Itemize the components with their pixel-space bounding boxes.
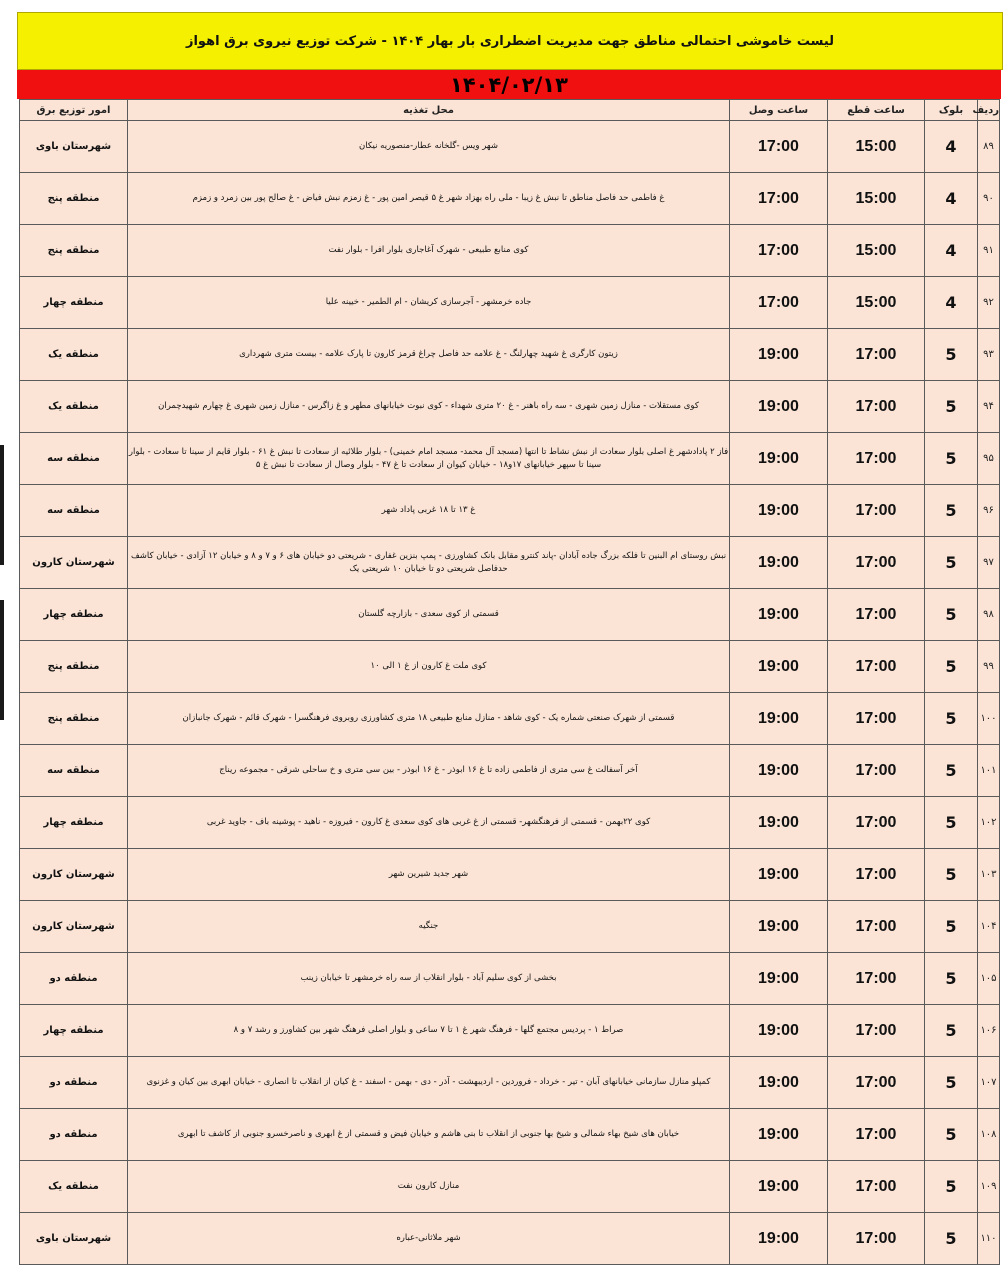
outage-table [19,99,1000,1265]
row-connect-time: 19:00 [730,797,828,849]
header-block: بلوک [925,100,978,121]
row-area: منطقه چهار [20,797,128,849]
table-row [20,277,1000,329]
row-location: بخشی از کوی سلیم آباد - بلوار انقلاب از سه راه خرمشهر تا خیابان زینب [128,953,730,1005]
date-banner [17,70,1001,99]
row-area: منطقه دو [20,953,128,1005]
row-number: ۱۰۸ [978,1109,1000,1161]
header-radif: ردیف [978,100,1000,121]
row-number: ۹۶ [978,485,1000,537]
row-location: شهر جدید شیرین شهر [128,849,730,901]
row-location: کوی منابع طبیعی - شهرک آغاجاری بلوار افرا - بلوار نفت [128,225,730,277]
table-row [20,225,1000,277]
row-location: خیابان های شیخ بهاء شمالی و شیخ بها جنوبی از انقلاب تا بنی هاشم و خیابان فیض و قسمتی از غ ابهری و ناصرخسرو جنوبی از کاشف تا ابهری [128,1109,730,1161]
row-block: 5 [925,1161,978,1213]
row-connect-time: 19:00 [730,1109,828,1161]
row-number: ۹۰ [978,173,1000,225]
row-number: ۱۰۰ [978,693,1000,745]
row-block: 4 [925,173,978,225]
row-area: منطقه یک [20,329,128,381]
row-number: ۱۰۱ [978,745,1000,797]
row-number: ۹۷ [978,537,1000,589]
row-connect-time: 19:00 [730,953,828,1005]
row-number: ۹۵ [978,433,1000,485]
row-cut-time: 17:00 [828,1109,925,1161]
row-location: کوی مستقلات - منازل زمین شهری - سه راه باهنر - غ ۲۰ متری شهداء - کوی نبوت خیابانهای مطهر و غ زاگرس - منازل زمین شهری غ چهارم شهیدچمران [128,381,730,433]
row-block: 5 [925,433,978,485]
row-block: 5 [925,1213,978,1265]
header-location: محل تغذیه [128,100,730,121]
table-row [20,1213,1000,1265]
header-cut-time: ساعت قطع [828,100,925,121]
row-area: شهرستان کارون [20,901,128,953]
table-header-row [20,100,1000,121]
row-area: شهرستان باوی [20,121,128,173]
row-location: آخر آسفالت غ سی متری از فاطمی زاده تا غ ۱۶ ابوذر - غ ۱۶ ابوذر - بین سی متری و خ ساحلی شرقی - مجموعه ریناج [128,745,730,797]
row-area: منطقه پنج [20,693,128,745]
row-connect-time: 17:00 [730,121,828,173]
table-row [20,641,1000,693]
row-number: ۱۰۵ [978,953,1000,1005]
row-connect-time: 19:00 [730,693,828,745]
row-cut-time: 15:00 [828,173,925,225]
row-block: 5 [925,901,978,953]
row-block: 4 [925,121,978,173]
row-cut-time: 17:00 [828,797,925,849]
row-cut-time: 17:00 [828,953,925,1005]
row-location: صراط ۱ - پردیس مجتمع گلها - فرهنگ شهر غ ۱ تا ۷ ساعی و بلوار اصلی فرهنگ شهر بین کشاورز و رشد ۷ و ۸ [128,1005,730,1057]
table-row [20,1161,1000,1213]
document-title: لیست خاموشی احتمالی مناطق جهت مدیریت اضطراری بار بهار ۱۴۰۴ - شرکت توزیع نیروی برق اهواز [185,33,835,49]
scrollbar-thumb[interactable] [0,445,4,565]
row-block: 5 [925,693,978,745]
row-cut-time: 17:00 [828,901,925,953]
row-cut-time: 15:00 [828,121,925,173]
row-area: منطقه سه [20,745,128,797]
row-area: منطقه پنج [20,225,128,277]
row-location: زیتون کارگری غ شهید چهارلنگ - غ علامه حد فاصل چراغ قرمز کارون تا پارک علامه - بیست متری شهرداری [128,329,730,381]
table-row [20,1109,1000,1161]
row-number: ۱۰۶ [978,1005,1000,1057]
schedule-sheet [17,10,1003,1280]
table-row [20,797,1000,849]
row-location: منازل کارون نفت [128,1161,730,1213]
row-location: کوی ملت غ کارون از غ ۱ الی ۱۰ [128,641,730,693]
row-connect-time: 17:00 [730,225,828,277]
row-block: 5 [925,745,978,797]
row-connect-time: 19:00 [730,1161,828,1213]
row-connect-time: 17:00 [730,277,828,329]
table-row [20,121,1000,173]
row-cut-time: 17:00 [828,1057,925,1109]
row-connect-time: 19:00 [730,381,828,433]
row-number: ۱۰۹ [978,1161,1000,1213]
row-connect-time: 19:00 [730,589,828,641]
table-row [20,485,1000,537]
row-location: غ فاطمی حد فاصل مناطق تا نبش غ زیبا - ملی راه بهزاد شهر غ ۵ قیصر امین پور - غ زمزم نبش فیاض - غ صالح پور بین زمرد و زمزم [128,173,730,225]
row-area: منطقه پنج [20,641,128,693]
row-connect-time: 19:00 [730,901,828,953]
row-area: منطقه دو [20,1109,128,1161]
row-cut-time: 17:00 [828,589,925,641]
row-connect-time: 17:00 [730,173,828,225]
row-number: ۱۰۴ [978,901,1000,953]
row-cut-time: 15:00 [828,225,925,277]
row-connect-time: 19:00 [730,433,828,485]
table-row [20,537,1000,589]
row-block: 5 [925,849,978,901]
row-number: ۱۰۷ [978,1057,1000,1109]
row-connect-time: 19:00 [730,1213,828,1265]
row-area: منطقه سه [20,433,128,485]
row-block: 5 [925,1057,978,1109]
row-location: جاده خرمشهر - آجرسازی کریشان - ام الطمیر - خیینه علیا [128,277,730,329]
row-cut-time: 17:00 [828,485,925,537]
row-connect-time: 19:00 [730,537,828,589]
row-connect-time: 19:00 [730,329,828,381]
row-area: منطقه پنج [20,173,128,225]
table-row [20,953,1000,1005]
row-cut-time: 17:00 [828,849,925,901]
table-row [20,381,1000,433]
row-number: ۹۳ [978,329,1000,381]
row-block: 5 [925,485,978,537]
row-number: ۱۱۰ [978,1213,1000,1265]
row-number: ۱۰۳ [978,849,1000,901]
row-cut-time: 17:00 [828,329,925,381]
row-location: شهر ملاثانی-عباره [128,1213,730,1265]
row-connect-time: 19:00 [730,745,828,797]
row-cut-time: 17:00 [828,537,925,589]
row-location: قسمتی از شهرک صنعتی شماره یک - کوی شاهد - منازل منابع طبیعی ۱۸ متری کشاورزی روبروی فرهنگسرا - شهرک قائم - شهرک جانبازان [128,693,730,745]
row-cut-time: 17:00 [828,381,925,433]
title-banner [17,12,1003,70]
table-row [20,173,1000,225]
row-number: ۹۴ [978,381,1000,433]
table-row [20,849,1000,901]
row-cut-time: 17:00 [828,641,925,693]
row-connect-time: 19:00 [730,485,828,537]
row-area: منطقه یک [20,1161,128,1213]
row-connect-time: 19:00 [730,1005,828,1057]
row-block: 5 [925,329,978,381]
row-cut-time: 17:00 [828,1005,925,1057]
row-number: ۹۹ [978,641,1000,693]
row-area: منطقه چهار [20,277,128,329]
table-row [20,433,1000,485]
row-cut-time: 15:00 [828,277,925,329]
row-block: 5 [925,1109,978,1161]
row-location: غ ۱۳ تا ۱۸ غربی پاداد شهر [128,485,730,537]
table-row [20,329,1000,381]
row-area: منطقه چهار [20,589,128,641]
row-block: 5 [925,1005,978,1057]
row-location: شهر ویس -گلخانه عطار-منصوریه نیکان [128,121,730,173]
row-area: شهرستان باوی [20,1213,128,1265]
row-cut-time: 17:00 [828,1213,925,1265]
header-area: امور توزیع برق [20,100,128,121]
row-number: ۹۲ [978,277,1000,329]
row-number: ۹۸ [978,589,1000,641]
row-location: جنگیه [128,901,730,953]
row-cut-time: 17:00 [828,693,925,745]
table-row [20,901,1000,953]
row-area: منطقه دو [20,1057,128,1109]
row-location: نبش روستای ام البنین تا فلکه بزرگ جاده آبادان -پاند کنترو مقابل بانک کشاورزی - پمپ بنزین غفاری - شریعتی دو خیابان های ۶ و ۷ و ۸ و خیابان ۱۲ آزادی - خیابان کاشف حدفاصل شریعتی دو تا خیابان ۱۰ شریعتی یک [128,537,730,589]
row-connect-time: 19:00 [730,641,828,693]
schedule-date: ۱۴۰۴/۰۲/۱۳ [450,72,568,97]
row-block: 5 [925,953,978,1005]
table-row [20,589,1000,641]
row-block: 5 [925,589,978,641]
table-row [20,745,1000,797]
row-block: 4 [925,225,978,277]
row-area: شهرستان کارون [20,537,128,589]
row-block: 5 [925,797,978,849]
row-location: کوی ۲۲بهمن - قسمتی از فرهنگشهر- قسمتی از غ غربی های کوی سعدی غ کارون - فیروزه - ناهید - پوشینه باف - جاوید غربی [128,797,730,849]
row-number: ۸۹ [978,121,1000,173]
row-location: فاز ۲ پادادشهر غ اصلی بلوار سعادت از نبش نشاط تا انتها (مسجد آل محمد- مسجد امام خمینی) - بلوار طلائیه از سعادت تا نبش غ ۶۱ - بلوار قایم از سینا تا سعادت - بلوار سینا تا سپهر خیابانهای ۱۷و۱۸ - خیابان کیوان از سعادت تا غ ۴۷ - بلوار وصال از سعادت تا نبش غ ۵ [128,433,730,485]
row-cut-time: 17:00 [828,1161,925,1213]
row-block: 5 [925,381,978,433]
row-area: منطقه یک [20,381,128,433]
row-number: ۱۰۲ [978,797,1000,849]
scrollbar-thumb-lower[interactable] [0,600,4,720]
table-row [20,693,1000,745]
row-block: 5 [925,537,978,589]
header-connect-time: ساعت وصل [730,100,828,121]
row-cut-time: 17:00 [828,433,925,485]
row-area: منطقه چهار [20,1005,128,1057]
row-block: 5 [925,641,978,693]
row-number: ۹۱ [978,225,1000,277]
row-connect-time: 19:00 [730,849,828,901]
row-location: کمپلو منازل سازمانی خیابانهای آبان - تیر - خرداد - فروردین - اردیبهشت - آذر - دی - بهمن - اسفند - غ کیان از انقلاب تا انصاری - خیابان ابهری بین کیان و غزنوی [128,1057,730,1109]
row-area: منطقه سه [20,485,128,537]
row-block: 4 [925,277,978,329]
table-row [20,1057,1000,1109]
table-row [20,1005,1000,1057]
row-area: شهرستان کارون [20,849,128,901]
row-cut-time: 17:00 [828,745,925,797]
row-location: قسمتی از کوی سعدی - بازارچه گلستان [128,589,730,641]
row-connect-time: 19:00 [730,1057,828,1109]
